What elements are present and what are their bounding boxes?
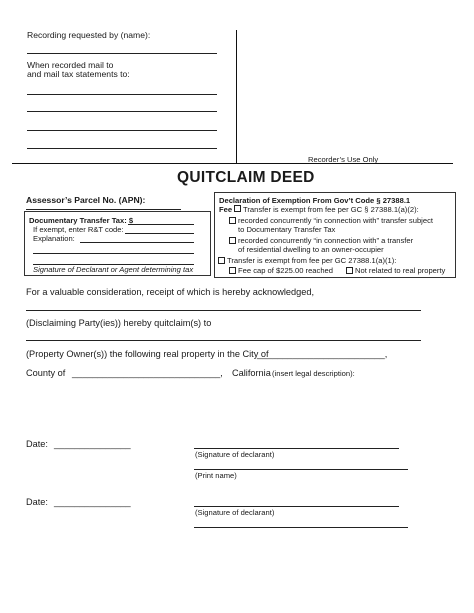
exempt-a2-label: Transfer is exempt from fee per GC § 27388.1(a)(2): xyxy=(243,205,419,214)
not-real-property-label: Not related to real property xyxy=(355,266,446,275)
grantee-line[interactable] xyxy=(26,340,421,341)
signature-line-2[interactable] xyxy=(194,506,399,507)
transfer-tax-amount-line[interactable] xyxy=(128,224,194,225)
fee-cap-label: Fee cap of $225.00 reached xyxy=(238,266,333,275)
mail-to-line-3[interactable] xyxy=(27,130,217,131)
mail-to-line-2[interactable] xyxy=(27,111,217,112)
date-blank-2[interactable]: _______________ xyxy=(54,497,131,507)
disclaiming-text: (Disclaiming Party(ies)) hereby quitclaim(s) to xyxy=(26,318,212,328)
mail-to-label-2: and mail tax statements to: xyxy=(27,69,130,79)
concurrent-dtt-label-2: to Documentary Transfer Tax xyxy=(238,225,336,234)
recorders-use-label: Recorder’s Use Only xyxy=(308,155,379,164)
document-title: QUITCLAIM DEED xyxy=(177,169,315,186)
exempt-a2-checkbox[interactable] xyxy=(234,205,241,212)
exemption-heading: Declaration of Exemption From Gov’t Code § 27388.1 xyxy=(219,196,411,205)
county-label: County of xyxy=(26,368,66,378)
signature-caption-2: (Signature of declarant) xyxy=(195,508,275,517)
date-label-2: Date: xyxy=(26,497,48,507)
california-label: California xyxy=(232,368,271,378)
grantor-line[interactable] xyxy=(26,310,421,311)
date-blank-1[interactable]: _______________ xyxy=(54,439,131,449)
concurrent-residential-label-1: recorded concurrently “in connection with” a transfer xyxy=(238,236,414,245)
explanation-label: Explanation: xyxy=(33,234,75,243)
concurrent-residential-label-2: of residential dwelling to an owner-occupier xyxy=(238,245,384,254)
requested-by-line[interactable] xyxy=(27,53,217,54)
signature-line-1[interactable] xyxy=(194,448,399,449)
county-blank[interactable]: _____________________________, xyxy=(72,368,223,378)
exempt-code-label: If exempt, enter R&T code: xyxy=(33,225,124,234)
fee-cap-checkbox[interactable] xyxy=(229,267,236,274)
print-name-line[interactable] xyxy=(194,469,408,470)
city-blank[interactable]: _________________________, xyxy=(257,349,388,359)
mail-to-label-1: When recorded mail to xyxy=(27,60,114,70)
concurrent-dtt-label-1: recorded concurrently “in connection with” transfer subject xyxy=(238,216,433,225)
concurrent-dtt-checkbox[interactable] xyxy=(229,217,236,224)
apn-label: Assessor’s Parcel No. (APN): xyxy=(26,195,146,205)
consideration-text: For a valuable consideration, receipt of which is hereby acknowledged, xyxy=(26,287,315,297)
recording-divider-horizontal xyxy=(12,163,453,164)
legal-description-label: (insert legal description): xyxy=(272,369,355,378)
recording-divider-vertical xyxy=(236,30,237,164)
apn-line[interactable] xyxy=(26,209,181,210)
signature-caption-1: (Signature of declarant) xyxy=(195,450,275,459)
exempt-a1-checkbox[interactable] xyxy=(218,257,225,264)
explanation-line-1[interactable] xyxy=(80,242,194,243)
mail-to-line-1[interactable] xyxy=(27,94,217,95)
print-name-line-2[interactable] xyxy=(194,527,408,528)
concurrent-residential-checkbox[interactable] xyxy=(229,237,236,244)
date-label-1: Date: xyxy=(26,439,48,449)
property-owner-text: (Property Owner(s)) the following real property in the City of xyxy=(26,349,269,359)
signature-declarant-caption: Signature of Declarant or Agent determining tax xyxy=(33,265,194,274)
transfer-tax-label: Documentary Transfer Tax: $ xyxy=(29,216,134,225)
explanation-line-2[interactable] xyxy=(33,253,194,254)
not-real-property-checkbox[interactable] xyxy=(346,267,353,274)
print-name-caption: (Print name) xyxy=(195,471,237,480)
exempt-a1-label: Transfer is exempt from fee per GC 27388.1(a)(1): xyxy=(227,256,397,265)
recording-requested-label: Recording requested by (name): xyxy=(27,30,151,40)
fee-label: Fee xyxy=(219,205,233,214)
exempt-code-line[interactable] xyxy=(125,233,194,234)
mail-to-line-4[interactable] xyxy=(27,148,217,149)
